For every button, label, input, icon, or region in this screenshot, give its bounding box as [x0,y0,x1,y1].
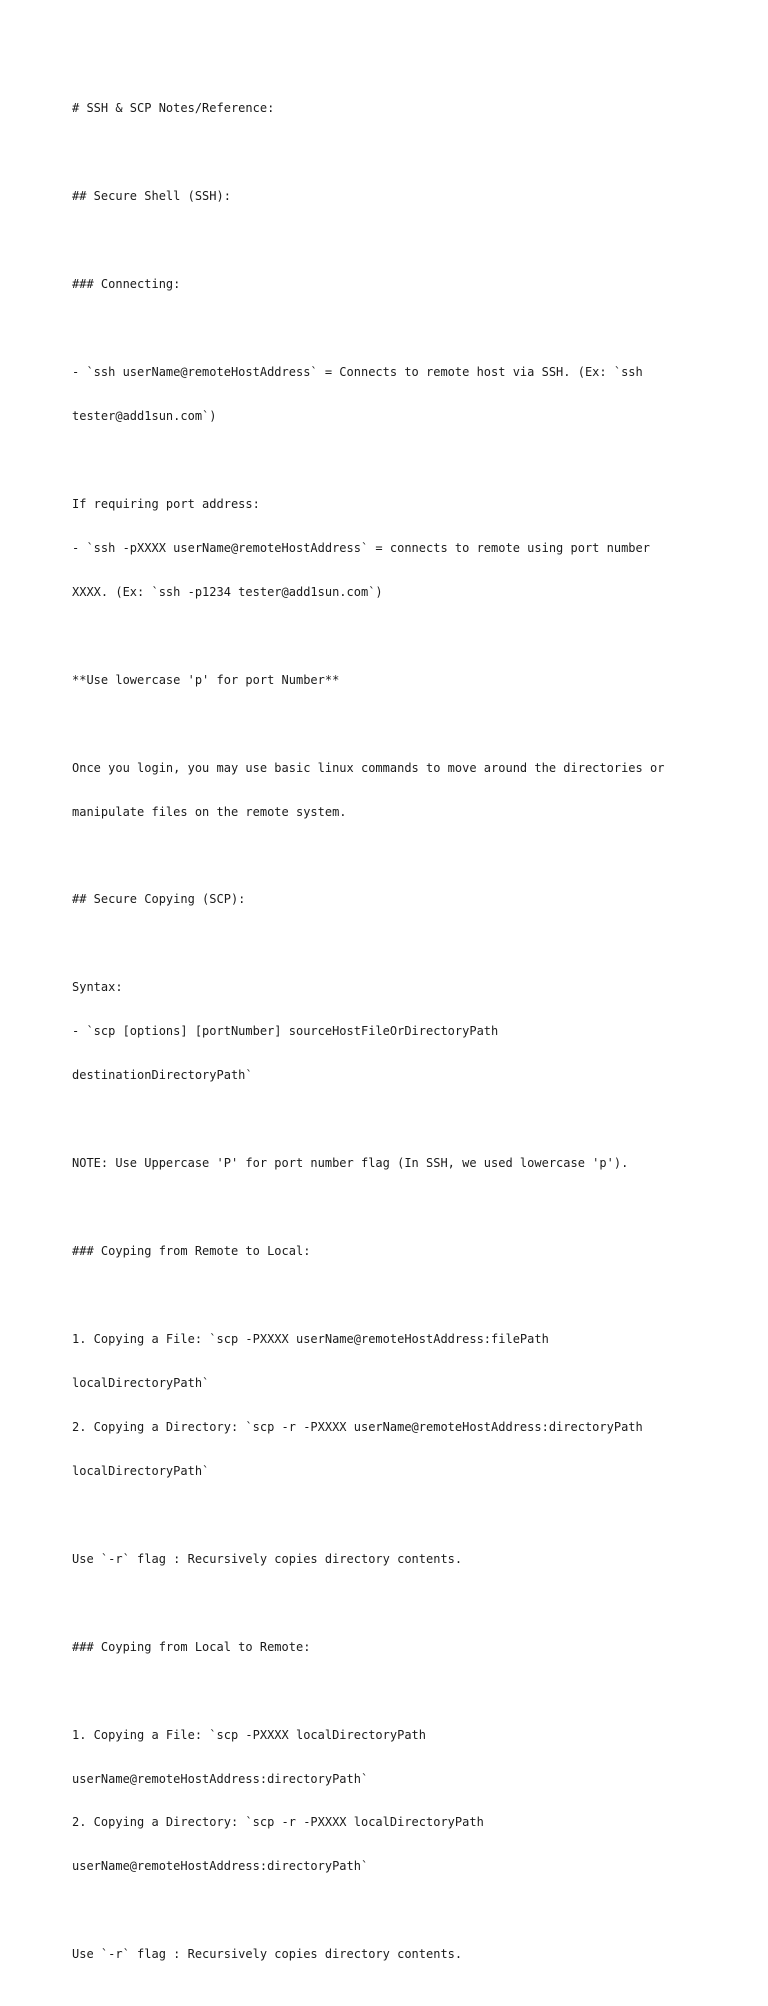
lowercase-note-line: **Use lowercase 'p' for port Number** [72,672,340,687]
l2r-dir-line-1: 2. Copying a Directory: `scp -r -PXXXX localDirectoryPath [72,1815,484,1830]
recursive-flag-note-2 [72,1918,712,1991]
ssh-section-heading [72,160,712,233]
connect-command-paragraph [72,336,712,453]
r2l-file-line-2: localDirectoryPath` [72,1375,210,1390]
uppercase-note-paragraph [72,1127,712,1200]
title-line: # SSH & SCP Notes/Reference: [72,101,275,116]
document-title [72,72,712,145]
remote-to-local-list [72,1303,712,1508]
connecting-heading-line: ### Connecting: [72,277,181,292]
l2r-file-line-1: 1. Copying a File: `scp -PXXXX localDirectoryPath [72,1727,427,1742]
r2l-file-line-1: 1. Copying a File: `scp -PXXXX userName@remoteHostAddress:filePath [72,1332,549,1346]
remote-to-local-subheading [72,1215,712,1288]
syntax-label-line: Syntax: [72,980,123,995]
recursive-flag-note-1 [72,1522,712,1595]
local-to-remote-heading-line: ### Coyping from Local to Remote: [72,1639,311,1654]
uppercase-note-line: NOTE: Use Uppercase 'P' for port number flag (In SSH, we used lowercase 'p'). [72,1156,629,1171]
port-paragraph [72,468,712,629]
connecting-subheading [72,248,712,321]
login-paragraph [72,731,712,848]
login-line-1: Once you login, you may use basic linux commands to move around the directories or [72,760,665,775]
connect-line-2: tester@add1sun.com`) [72,408,217,423]
connect-line-1: - `ssh userName@remoteHostAddress` = Connects to remote host via SSH. (Ex: `ssh [72,365,643,380]
scp-section-heading [72,863,712,936]
syntax-line-1: - `scp [options] [portNumber] sourceHostFileOrDirectoryPath [72,1024,499,1039]
lowercase-note-paragraph [72,643,712,716]
local-to-remote-subheading [72,1610,712,1683]
l2r-dir-line-2: userName@remoteHostAddress:directoryPath` [72,1859,369,1874]
remote-to-local-heading-line: ### Coyping from Remote to Local: [72,1244,311,1259]
syntax-paragraph [72,951,712,1112]
r2l-dir-line-2: localDirectoryPath` [72,1463,210,1478]
syntax-line-2: destinationDirectoryPath` [72,1068,253,1083]
port-line-2: XXXX. (Ex: `ssh -p1234 tester@add1sun.com`) [72,584,383,599]
port-intro-line: If requiring port address: [72,496,260,511]
r-flag-note-line-2: Use `-r` flag : Recursively copies directory contents. [72,1947,463,1962]
r2l-dir-line-1: 2. Copying a Directory: `scp -r -PXXXX userName@remoteHostAddress:directoryPath [72,1419,643,1434]
scp-heading-line: ## Secure Copying (SCP): [72,892,246,907]
port-line-1: - `ssh -pXXXX userName@remoteHostAddress` = connects to remote using port number [72,540,650,555]
l2r-file-line-2: userName@remoteHostAddress:directoryPath` [72,1771,369,1786]
document-page [72,72,712,2006]
local-to-remote-list [72,1698,712,1903]
ssh-heading-line: ## Secure Shell (SSH): [72,189,231,204]
login-line-2: manipulate files on the remote system. [72,804,347,819]
r-flag-note-line-1: Use `-r` flag : Recursively copies directory contents. [72,1551,463,1566]
